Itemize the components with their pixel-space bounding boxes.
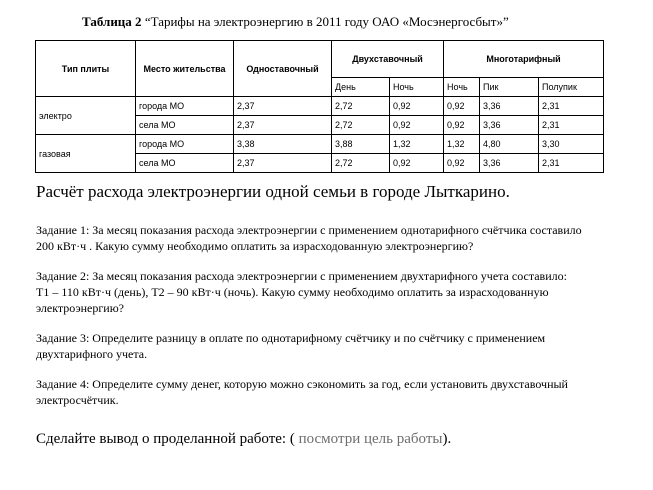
subheader-peak: Пик — [480, 78, 539, 97]
location-cell: города МО — [136, 135, 234, 154]
header-dual-rate: Двухставочный — [332, 41, 444, 78]
value-cell: 3,36 — [480, 116, 539, 135]
subheader-night: Ночь — [390, 78, 444, 97]
tariff-table — [35, 40, 604, 173]
value-cell: 1,32 — [444, 135, 480, 154]
subheader-day: День — [332, 78, 390, 97]
conclusion-text: Сделайте вывод о проделанной работе: ( — [36, 431, 299, 447]
task-line: 200 кВт·ч . Какую сумму необходимо оплатить за израсходованную электроэнергию? — [36, 239, 474, 253]
value-cell: 0,92 — [390, 97, 444, 116]
conclusion-hint: посмотри цель работы — [298, 431, 443, 447]
value-cell: 2,72 — [332, 97, 390, 116]
value-cell: 2,31 — [539, 154, 604, 173]
value-cell: 2,72 — [332, 116, 390, 135]
task-line: Задание 4: Определите сумму денег, которую можно сэкономить за год, если установить двухставочный — [36, 377, 568, 391]
task-line: двухтарифного учета. — [36, 347, 148, 361]
header-stove: Тип плиты — [36, 41, 136, 97]
task-line: электросчётчик. — [36, 393, 119, 407]
stove-type-cell: электро — [36, 97, 136, 135]
task-4 — [36, 376, 568, 408]
value-cell: 2,37 — [234, 116, 332, 135]
table-row — [36, 135, 604, 154]
header-multi-rate: Многотарифный — [444, 41, 604, 78]
value-cell: 0,92 — [390, 154, 444, 173]
value-cell: 0,92 — [444, 116, 480, 135]
value-cell: 4,80 — [480, 135, 539, 154]
value-cell: 2,31 — [539, 116, 604, 135]
value-cell: 3,36 — [480, 97, 539, 116]
task-line: Задание 1: За месяц показания расхода электроэнергии с применением однотарифного счётчика составило — [36, 223, 582, 237]
location-cell: села МО — [136, 154, 234, 173]
task-1 — [36, 222, 582, 254]
conclusion-prompt — [36, 431, 451, 448]
header-single-rate: Одноставочный — [234, 41, 332, 97]
value-cell: 3,30 — [539, 135, 604, 154]
value-cell: 3,38 — [234, 135, 332, 154]
conclusion-close: ). — [442, 431, 452, 447]
task-line: Т1 – 110 кВт·ч (день), Т2 – 90 кВт·ч (ночь). Какую сумму необходимо оплатить за израсходованную — [36, 285, 549, 299]
task-line: электроэнергию? — [36, 301, 124, 315]
value-cell: 2,72 — [332, 154, 390, 173]
table-row — [36, 97, 604, 116]
value-cell: 2,31 — [539, 97, 604, 116]
value-cell: 0,92 — [390, 116, 444, 135]
value-cell: 2,37 — [234, 154, 332, 173]
task-2 — [36, 268, 567, 316]
task-line: Задание 3: Определите разницу в оплате по однотарифному счётчику и по счётчику с применением — [36, 331, 546, 345]
value-cell: 1,32 — [390, 135, 444, 154]
subheader-night: Ночь — [444, 78, 480, 97]
task-line: Задание 2: За месяц показания расхода электроэнергии с применением двухтарифного учета составило: — [36, 269, 567, 283]
section-heading: Расчёт расхода электроэнергии одной семьи в городе Лыткарино. — [36, 182, 510, 201]
location-cell: села МО — [136, 116, 234, 135]
value-cell: 0,92 — [444, 97, 480, 116]
value-cell: 3,88 — [332, 135, 390, 154]
caption-title: “Тарифы на электроэнергию в 2011 году ОАО «Мосэнергосбыт»” — [144, 14, 509, 29]
header-location: Место жительства — [136, 41, 234, 97]
value-cell: 2,37 — [234, 97, 332, 116]
value-cell: 0,92 — [444, 154, 480, 173]
stove-type-cell: газовая — [36, 135, 136, 173]
caption-label: Таблица 2 — [82, 14, 142, 29]
subheader-semipeak: Полупик — [539, 78, 604, 97]
location-cell: города МО — [136, 97, 234, 116]
task-3 — [36, 330, 545, 362]
value-cell: 3,36 — [480, 154, 539, 173]
table-caption — [82, 14, 509, 30]
